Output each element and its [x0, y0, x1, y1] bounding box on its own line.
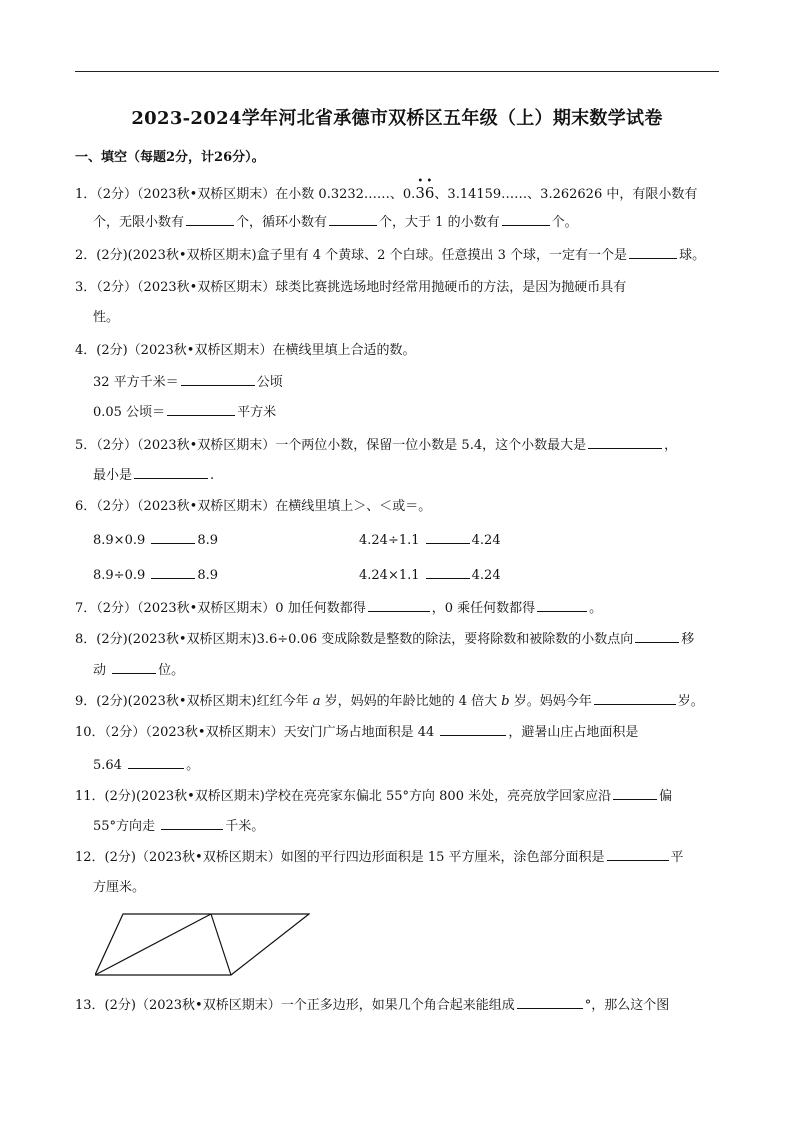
q1-text-b: 、3.14159……、3.262626 中，有限小数有 [434, 187, 698, 202]
q10-d: 。 [186, 758, 200, 773]
answer-blank[interactable] [426, 566, 470, 579]
header-rule [75, 71, 719, 72]
q8-text: 8．(2分)(2023秋•双桥区期末)3.6÷0.06 变成除数是整数的除法，要将除数和被除数的小数点向 [75, 632, 634, 647]
q6-val: 4.24 [471, 568, 501, 583]
section-heading: 一、填空（每题2分，计26分）。 [75, 150, 265, 165]
q11-c: 55°方向走 [93, 819, 156, 834]
q6-val: 8.9 [197, 533, 219, 548]
answer-blank[interactable] [607, 848, 669, 861]
question-10 [75, 723, 638, 742]
q1-e: 个，大于 1 的小数有 [379, 215, 500, 230]
q9-text: 9．(2分)(2023秋•双桥区期末)红红今年 [75, 694, 313, 709]
answer-blank[interactable] [329, 213, 377, 226]
question-5-cont [93, 466, 214, 485]
q6-row2-left [93, 566, 218, 585]
q9-b: 岁，妈妈的年龄比她的 4 倍大 [320, 694, 502, 709]
question-12 [75, 848, 684, 867]
question-11-cont [93, 817, 264, 836]
question-1 [75, 176, 701, 204]
q12-b: 平 [670, 850, 684, 865]
question-13 [75, 996, 669, 1015]
q8-c: 动 [93, 663, 107, 678]
question-12-cont [93, 879, 145, 897]
q1-d: 个，循环小数有 [236, 215, 328, 230]
answer-blank[interactable] [112, 661, 156, 674]
q6-expr: 8.9÷0.9 [93, 568, 146, 583]
answer-blank[interactable] [517, 996, 583, 1009]
q2-text: 2．(2分)(2023秋•双桥区期末)盒子里有 4 个黄球、2 个白球。任意摸出 3 个球，一定有一个是 [75, 248, 628, 263]
q8-d: 位。 [158, 663, 185, 678]
answer-blank[interactable] [161, 817, 223, 830]
answer-blank[interactable] [167, 403, 235, 416]
q4-l2b: 平方米 [237, 405, 277, 420]
q7-text: 7．（2分）（2023秋•双桥区期末）0 加任何数都得 [75, 601, 366, 616]
question-10-cont [93, 756, 199, 775]
q1-f: 个。 [551, 215, 578, 230]
q12-text: 12．(2分)（2023秋•双桥区期末）如图的平行四边形面积是 15 平方厘米，涂色部分面积是 [75, 850, 605, 865]
repeating-digits: 36 [415, 184, 435, 202]
q7-b: ，0 乘任何数都得 [431, 601, 536, 616]
q1-text-a: 1．（2分）（2023秋•双桥区期末）在小数 0.3232……、0. [75, 187, 416, 202]
answer-blank[interactable] [502, 213, 550, 226]
q13-b: °，那么这个图 [584, 998, 670, 1013]
q1-c: 个，无限小数有 [93, 215, 185, 230]
answer-blank[interactable] [629, 246, 677, 259]
q5-c: 最小是 [93, 468, 133, 483]
q4-line2 [93, 403, 276, 422]
answer-blank[interactable] [368, 599, 430, 612]
question-9 [75, 692, 704, 711]
answer-blank[interactable] [594, 692, 676, 705]
question-11 [75, 787, 672, 806]
q6-row1-right [359, 531, 501, 550]
q6-expr: 8.9×0.9 [93, 533, 146, 548]
question-3-cont [93, 309, 119, 327]
repeating-decimal [415, 176, 435, 202]
q7-c: 。 [589, 601, 603, 616]
q4-line1 [93, 373, 283, 392]
question-3 [75, 279, 626, 297]
q5-d: . [210, 468, 215, 483]
answer-blank[interactable] [613, 787, 657, 800]
diagonal-line [95, 914, 211, 975]
q9-d: 岁。 [677, 694, 704, 709]
question-8-cont [93, 661, 184, 680]
q2-end: 球。 [679, 248, 706, 263]
q10-text: 10．（2分）（2023秋•双桥区期末）天安门广场占地面积是 44 [75, 725, 435, 740]
answer-blank[interactable] [186, 213, 234, 226]
var-a: a [312, 694, 321, 709]
page-title: 2023-2024学年河北省承德市双桥区五年级（上）期末数学试卷 [131, 108, 663, 129]
q10-b: ，避暑山庄占地面积是 [508, 725, 639, 740]
q11-text: 11．(2分)(2023秋•双桥区期末)学校在亮亮家东偏北 55°方向 800 米处，亮亮放学回家应沿 [75, 789, 612, 804]
repeat-dot: • [417, 176, 424, 187]
q6-val: 4.24 [471, 533, 501, 548]
q4-l1a: 32 平方千米＝ [93, 375, 179, 390]
q6-text: 6．（2分）（2023秋•双桥区期末）在横线里填上＞、＜或＝。 [75, 499, 432, 514]
question-6 [75, 498, 431, 516]
question-2 [75, 246, 705, 265]
answer-blank[interactable] [537, 599, 587, 612]
answer-blank[interactable] [151, 566, 195, 579]
q6-expr: 4.24×1.1 [359, 568, 420, 583]
q11-d: 千米。 [225, 819, 265, 834]
answer-blank[interactable] [128, 756, 184, 769]
q6-expr: 4.24÷1.1 [359, 533, 420, 548]
answer-blank[interactable] [151, 531, 195, 544]
question-5 [75, 436, 677, 455]
question-4 [75, 342, 415, 360]
answer-blank[interactable] [181, 373, 255, 386]
q3-text: 3．（2分）（2023秋•双桥区期末）球类比赛挑选场地时经常用抛硬币的方法，是因为抛硬币具有 [75, 280, 627, 295]
inner-line [211, 914, 231, 975]
q9-c: 岁。妈妈今年 [509, 694, 592, 709]
q12-c: 方厘米。 [93, 880, 146, 895]
q5-b: ， [664, 438, 678, 453]
answer-blank[interactable] [635, 630, 679, 643]
q4-l1b: 公顷 [256, 375, 283, 390]
answer-blank[interactable] [440, 723, 506, 736]
q5-text: 5．（2分）（2023秋•双桥区期末）一个两位小数，保留一位小数是 5.4，这个小数最大是 [75, 438, 587, 453]
answer-blank[interactable] [588, 436, 662, 449]
question-7 [75, 599, 602, 618]
q1-line2 [93, 213, 733, 232]
q10-c: 5.64 [93, 758, 122, 773]
parallelogram-figure [95, 912, 310, 978]
q4-text: 4．(2分)（2023秋•双桥区期末）在横线里填上合适的数。 [75, 343, 416, 358]
answer-blank[interactable] [426, 531, 470, 544]
q6-val: 8.9 [197, 568, 219, 583]
q13-text: 13．(2分)（2023秋•双桥区期末）一个正多边形，如果几个角合起来能组成 [75, 998, 515, 1013]
q11-b: 偏 [659, 789, 673, 804]
repeat-dot: • [426, 176, 433, 187]
var-b: b [501, 694, 510, 709]
q6-row2-right [359, 566, 501, 585]
q4-l2a: 0.05 公顷＝ [93, 405, 166, 420]
answer-blank[interactable] [134, 466, 208, 479]
q8-b: 移 [681, 632, 695, 647]
q3-end: 性。 [93, 310, 120, 325]
question-8 [75, 630, 694, 649]
q6-row1-left [93, 531, 218, 550]
parallelogram-outline [95, 914, 309, 975]
